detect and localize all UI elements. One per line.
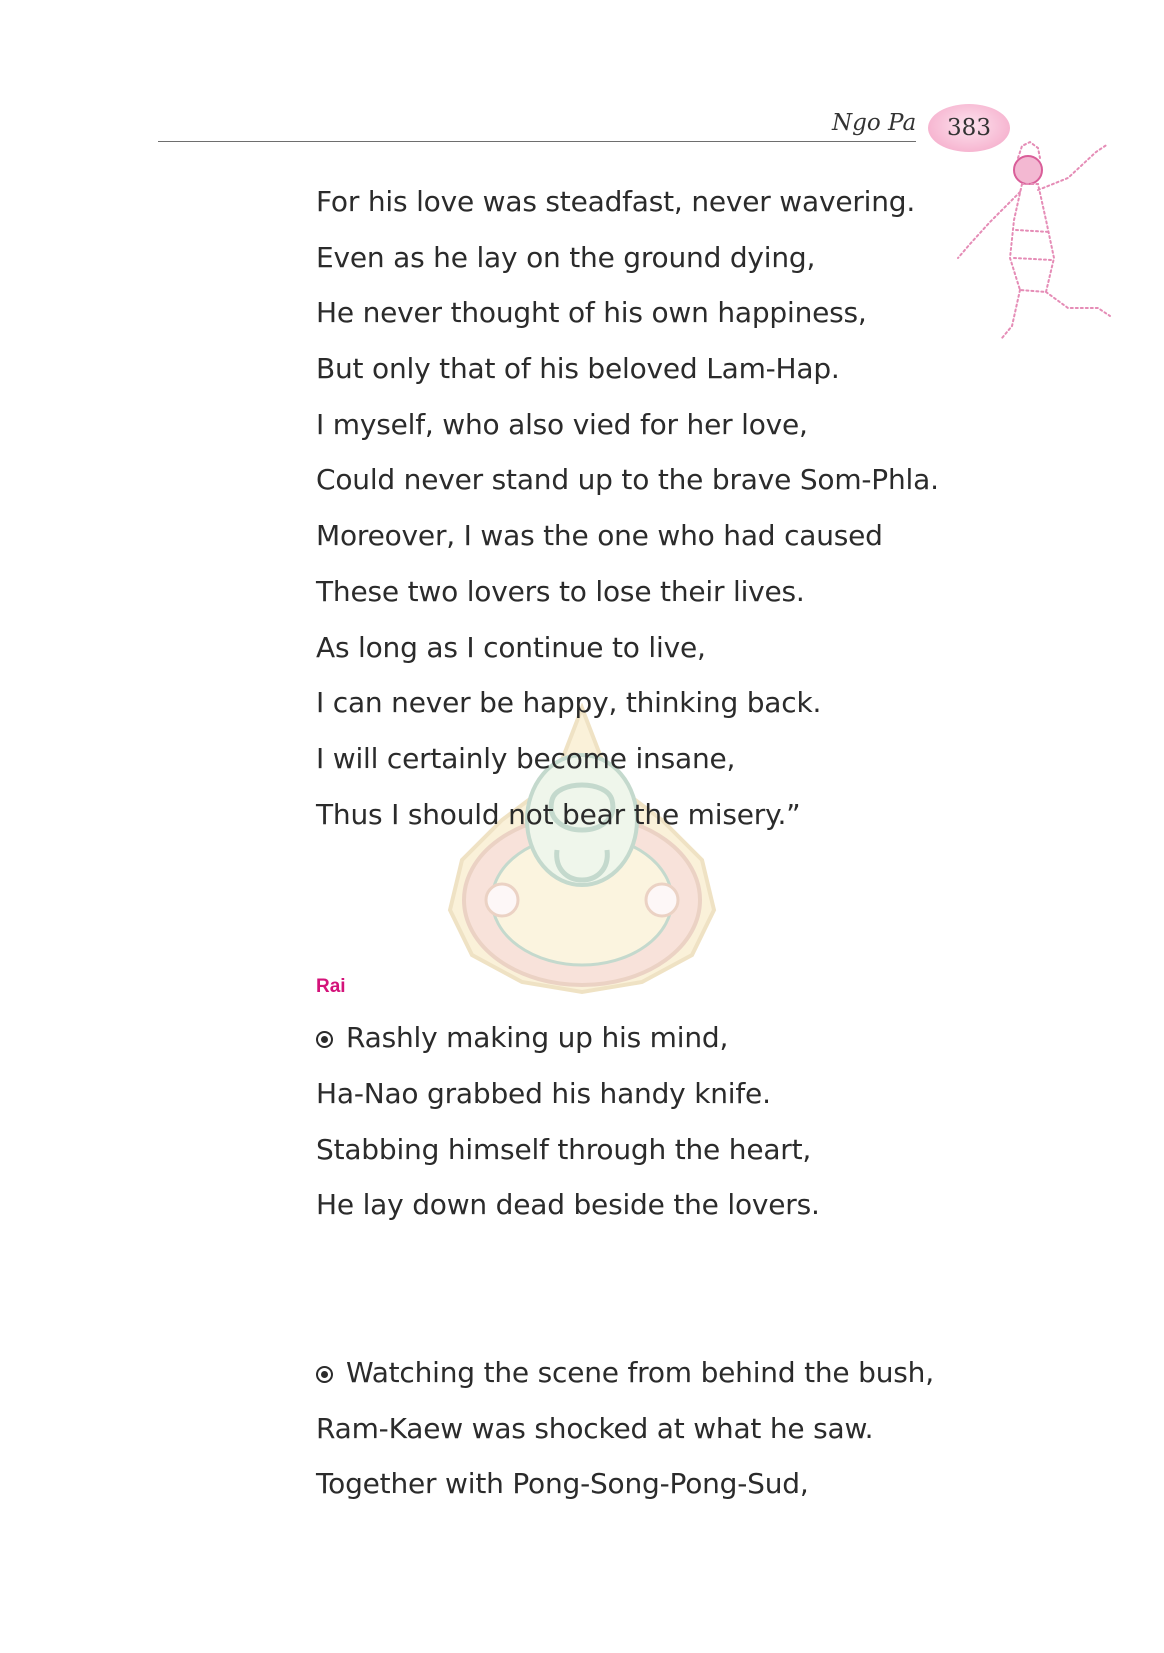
verse-text: Rashly making up his mind,	[346, 1021, 729, 1054]
bullet-icon	[316, 1366, 333, 1383]
verse-line: Thus I should not bear the misery.”	[316, 798, 801, 831]
page-number: 383	[947, 115, 991, 141]
verse-line: These two lovers to lose their lives.	[316, 575, 805, 608]
verse-line: Stabbing himself through the heart,	[316, 1133, 812, 1166]
verse-line: I can never be happy, thinking back.	[316, 686, 822, 719]
header-rule	[158, 141, 916, 142]
running-title: Ngo Pa	[832, 110, 917, 136]
bullet-icon	[316, 1031, 333, 1048]
section-label: Rai	[316, 976, 346, 997]
verse-line	[316, 1021, 728, 1055]
verse-line	[316, 1356, 934, 1390]
verse-line: Ram-Kaew was shocked at what he saw.	[316, 1412, 874, 1445]
verse-line: As long as I continue to live,	[316, 631, 706, 664]
verse-line: Together with Pong-Song-Pong-Sud,	[316, 1467, 809, 1500]
verse-line: I myself, who also vied for her love,	[316, 408, 808, 441]
verse-line: I will certainly become insane,	[316, 742, 736, 775]
verse-line: He lay down dead beside the lovers.	[316, 1188, 820, 1221]
verse-line: For his love was steadfast, never wavering.	[316, 185, 916, 218]
verse-line: But only that of his beloved Lam-Hap.	[316, 352, 840, 385]
verse-line: He never thought of his own happiness,	[316, 296, 867, 329]
dancer-figure-illustration	[950, 140, 1120, 350]
verse-line: Ha-Nao grabbed his handy knife.	[316, 1077, 771, 1110]
verse-line: Could never stand up to the brave Som-Phla.	[316, 463, 939, 496]
verse-line: Moreover, I was the one who had caused	[316, 519, 883, 552]
verse-line: Even as he lay on the ground dying,	[316, 241, 816, 274]
verse-text: Watching the scene from behind the bush,	[346, 1356, 934, 1389]
